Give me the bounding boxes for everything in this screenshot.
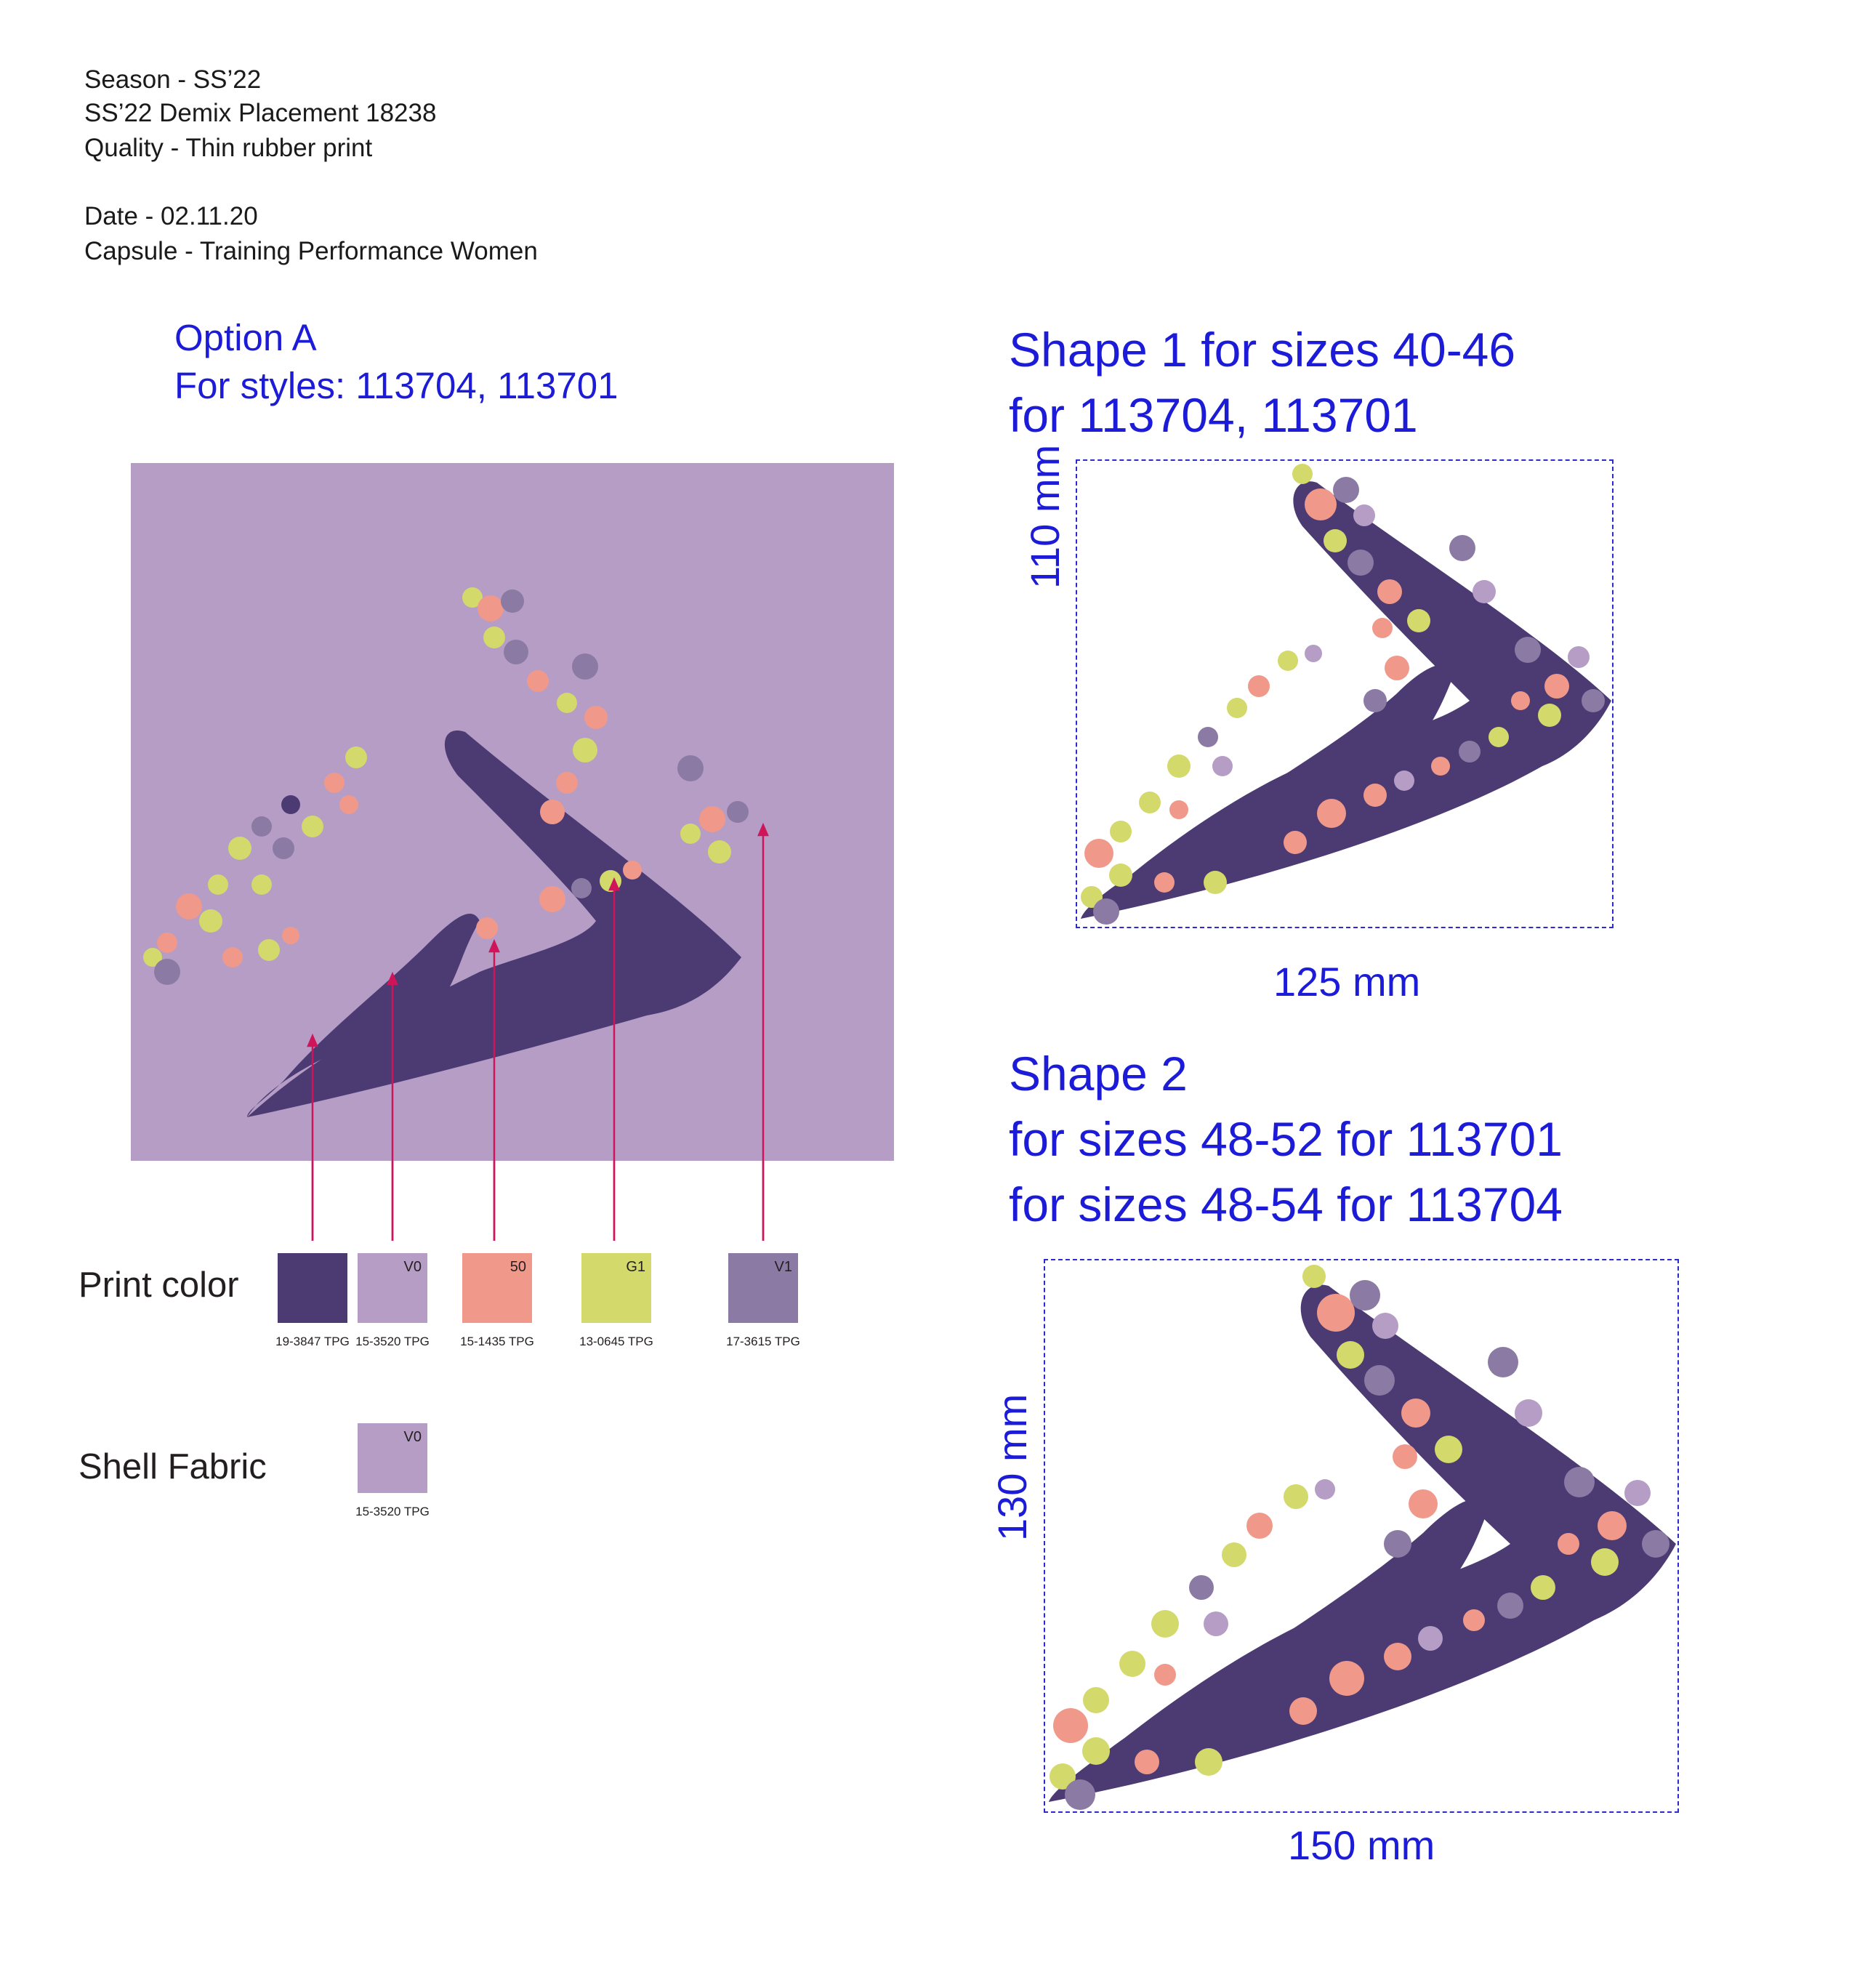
swatch-pantone: 15-3520 TPG: [355, 1335, 430, 1348]
shell-fabric-label: Shell Fabric: [78, 1447, 267, 1486]
swatch-code: G1: [626, 1259, 645, 1275]
shape1-title: Shape 1 for sizes 40-46: [1009, 323, 1516, 377]
shape2-bounding-box: [1044, 1259, 1679, 1813]
shape1-arrow-artwork: [1077, 461, 1615, 930]
swatch-code: V1: [774, 1259, 792, 1275]
shell-fabric-swatch: [358, 1423, 427, 1493]
shape2-sizes-113701: for sizes 48-52 for 113701: [1009, 1112, 1563, 1166]
season-text: Season - SS’22: [84, 65, 262, 94]
option-title: Option A: [174, 317, 317, 358]
shape2-title: Shape 2: [1009, 1047, 1188, 1100]
swatch-code: V0: [403, 1259, 422, 1275]
print-color-label: Print color: [78, 1265, 239, 1305]
swatch-19-3847: [278, 1253, 347, 1323]
shape1-height-label: 110 mm: [1022, 444, 1068, 589]
swatch-pantone: 19-3847 TPG: [275, 1335, 350, 1348]
shape1-bounding-box: [1076, 459, 1614, 928]
swatch-15-3520: [358, 1253, 427, 1323]
swatch-pantone: 17-3615 TPG: [726, 1335, 800, 1348]
date-text: Date - 02.11.20: [84, 202, 258, 230]
shape2-width-label: 150 mm: [1288, 1822, 1435, 1868]
quality-text: Quality - Thin rubber print: [84, 134, 373, 162]
capsule-text: Capsule - Training Performance Women: [84, 237, 538, 265]
shape2-height-label: 130 mm: [989, 1393, 1035, 1541]
swatch-17-3615: [728, 1253, 798, 1323]
shell-fabric-pantone: 15-3520 TPG: [355, 1505, 430, 1518]
placement-text: SS’22 Demix Placement 18238: [84, 99, 437, 127]
option-styles: For styles: 113704, 113701: [174, 365, 619, 406]
swatch-pantone: 13-0645 TPG: [579, 1335, 653, 1348]
shape1-width-label: 125 mm: [1273, 959, 1421, 1005]
swatch-code: V0: [403, 1429, 422, 1445]
swatch-pantone: 15-1435 TPG: [460, 1335, 534, 1348]
shape2-arrow-artwork: [1045, 1260, 1680, 1814]
swatch-15-1435: [462, 1253, 532, 1323]
swatch-13-0645: [581, 1253, 651, 1323]
shape1-styles: for 113704, 113701: [1009, 388, 1418, 442]
shape2-sizes-113704: for sizes 48-54 for 113704: [1009, 1178, 1563, 1231]
swatch-code: 50: [509, 1259, 526, 1275]
